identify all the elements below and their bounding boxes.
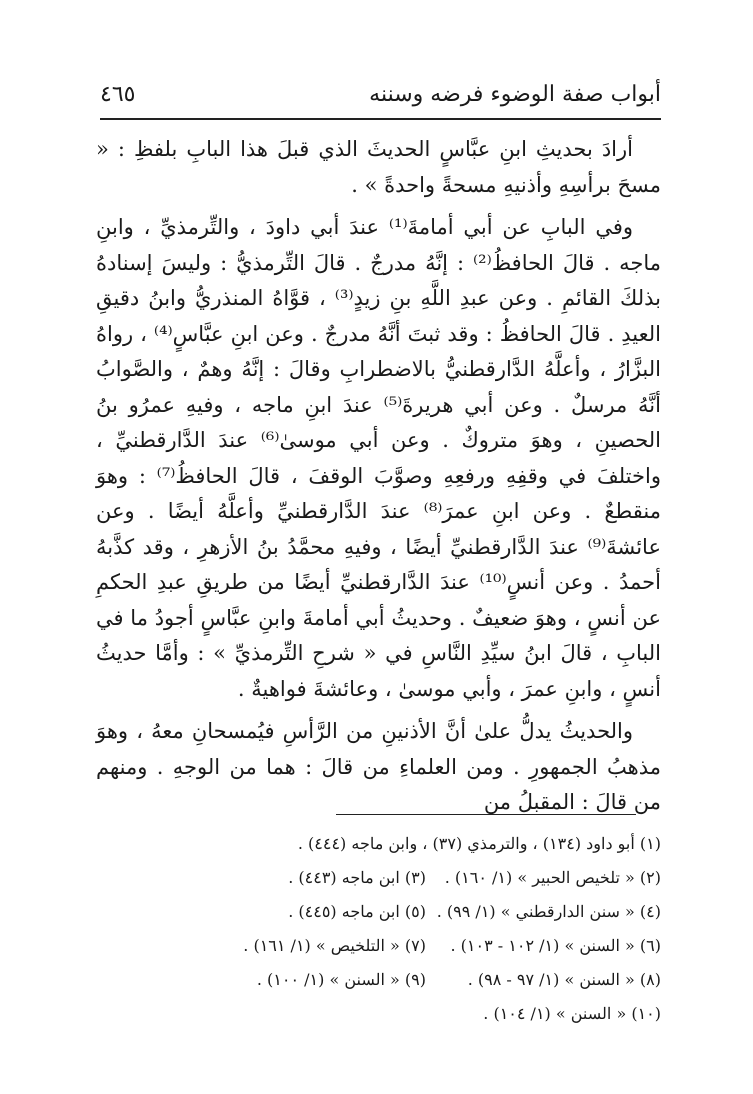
page-header: [100, 72, 661, 116]
footnote-2: (٢) « تلخيص الحبير » (١/ ١٦٠) .: [444, 867, 661, 887]
footnote-9: (٩) « السنن » (١/ ١٠٠) .: [256, 969, 426, 989]
footnote-8: (٨) « السنن » (١/ ٩٧ - ٩٨) .: [467, 969, 661, 989]
footnote-1: (١) أبو داود (١٣٤) ، والترمذي (٣٧) ، وابن ماجه (٤٤٤) .: [297, 833, 661, 853]
running-title: أبواب صفة الوضوء فرضه وسننه: [369, 81, 661, 107]
page-number: ٤٦٥: [100, 81, 136, 107]
footnote-6: (٦) « السنن » (١/ ١٠٢ - ١٠٣) .: [450, 935, 661, 955]
paragraph-2: وفي البابِ عن أبي أمامةَ⁽¹⁾ عندَ أبي داودَ ، والتِّرمذيِّ ، وابنِ ماجه . قالَ الحافظُ⁽²⁾ : إنَّهُ مدرجٌ . قالَ التِّرمذيُّ : وليسَ إسنادهُ بذلكَ القائمِ . وعن عبدِ اللَّهِ بنِ زيدٍ⁽³⁾ ، قوَّاهُ المنذريُّ وابنُ دقيقِ العيدِ . قالَ الحافظُ : وقد ثبتَ أنَّهُ مدرجٌ . وعن ابنِ عبَّاسٍ⁽⁴⁾ ، رواهُ البزَّارُ ، وأعلَّهُ الدَّارقطنيُّ بالاضطرابِ وقالَ : إنَّهُ وهمٌ ، والصَّوابُ أنَّهُ مرسلٌ . وعن أبي هريرةَ⁽⁵⁾ عندَ ابنِ ماجه ، وفيهِ عمرُو بنُ الحصينِ ، وهوَ متروكٌ . وعن أبي موسىٰ⁽⁶⁾ عندَ الدَّارقطنيِّ ، واختلفَ في وقفِهِ ورفعِهِ وصوَّبَ الوقفَ ، قالَ الحافظُ⁽⁷⁾ : وهوَ منقطعٌ . وعن ابنِ عمرَ⁽⁸⁾ عندَ الدَّارقطنيِّ وأعلَّهُ أيضًا . وعن عائشةَ⁽⁹⁾ عندَ الدَّارقطنيِّ أيضًا ، وفيهِ محمَّدُ بنُ الأزهرِ ، وقد كذَّبهُ أحمدُ . وعن أنسٍ⁽¹⁰⁾ عندَ الدَّارقطنيِّ أيضًا من طريقِ عبدِ الحكمِ عن أنسٍ ، وهوَ ضعيفٌ . وحديثُ أبي أمامةَ وابنِ عبَّاسٍ أجودُ ما في البابِ ، قالَ ابنُ سيِّدِ النَّاسِ في « شرحِ التِّرمذيِّ » : وأمَّا حديثُ أنسٍ ، وابنِ عمرَ ، وأبي موسىٰ ، وعائشةَ فواهيةٌ .: [96, 215, 661, 701]
footnote-row: [100, 962, 661, 996]
footnote-row: [100, 860, 661, 894]
footnote-3: (٣) ابن ماجه (٤٤٣) .: [288, 867, 426, 887]
footnote-row: [100, 928, 661, 962]
footnotes: [100, 826, 661, 1030]
main-text: [96, 132, 661, 828]
header-divider: [100, 118, 661, 120]
footnote-10: (١٠) « السنن » (١/ ١٠٤) .: [483, 1003, 661, 1023]
paragraph-3: والحديثُ يدلُّ علىٰ أنَّ الأذنينِ من الرَّأسِ فيُمسحانِ معهُ ، وهوَ مذهبُ الجمهورِ . ومن العلماءِ من قالَ : هما من الوجهِ . ومنهم من قالَ : المقبلُ من: [96, 719, 661, 814]
footnote-5: (٥) ابن ماجه (٤٤٥) .: [288, 901, 426, 921]
footnote-divider: [336, 814, 636, 815]
footnote-row: [100, 996, 661, 1030]
footnote-row: [100, 894, 661, 928]
paragraph-1: أرادَ بحديثِ ابنِ عبَّاسٍ الحديثَ الذي قبلَ هذا البابِ بلفظِ : « مسحَ برأسِهِ وأذنيهِ مسحةً واحدةً » .: [96, 137, 661, 197]
footnote-row: [100, 826, 661, 860]
footnote-7: (٧) « التلخيص » (١/ ١٦١) .: [243, 935, 426, 955]
footnote-4: (٤) « سنن الدارقطني » (١/ ٩٩) .: [436, 901, 661, 921]
